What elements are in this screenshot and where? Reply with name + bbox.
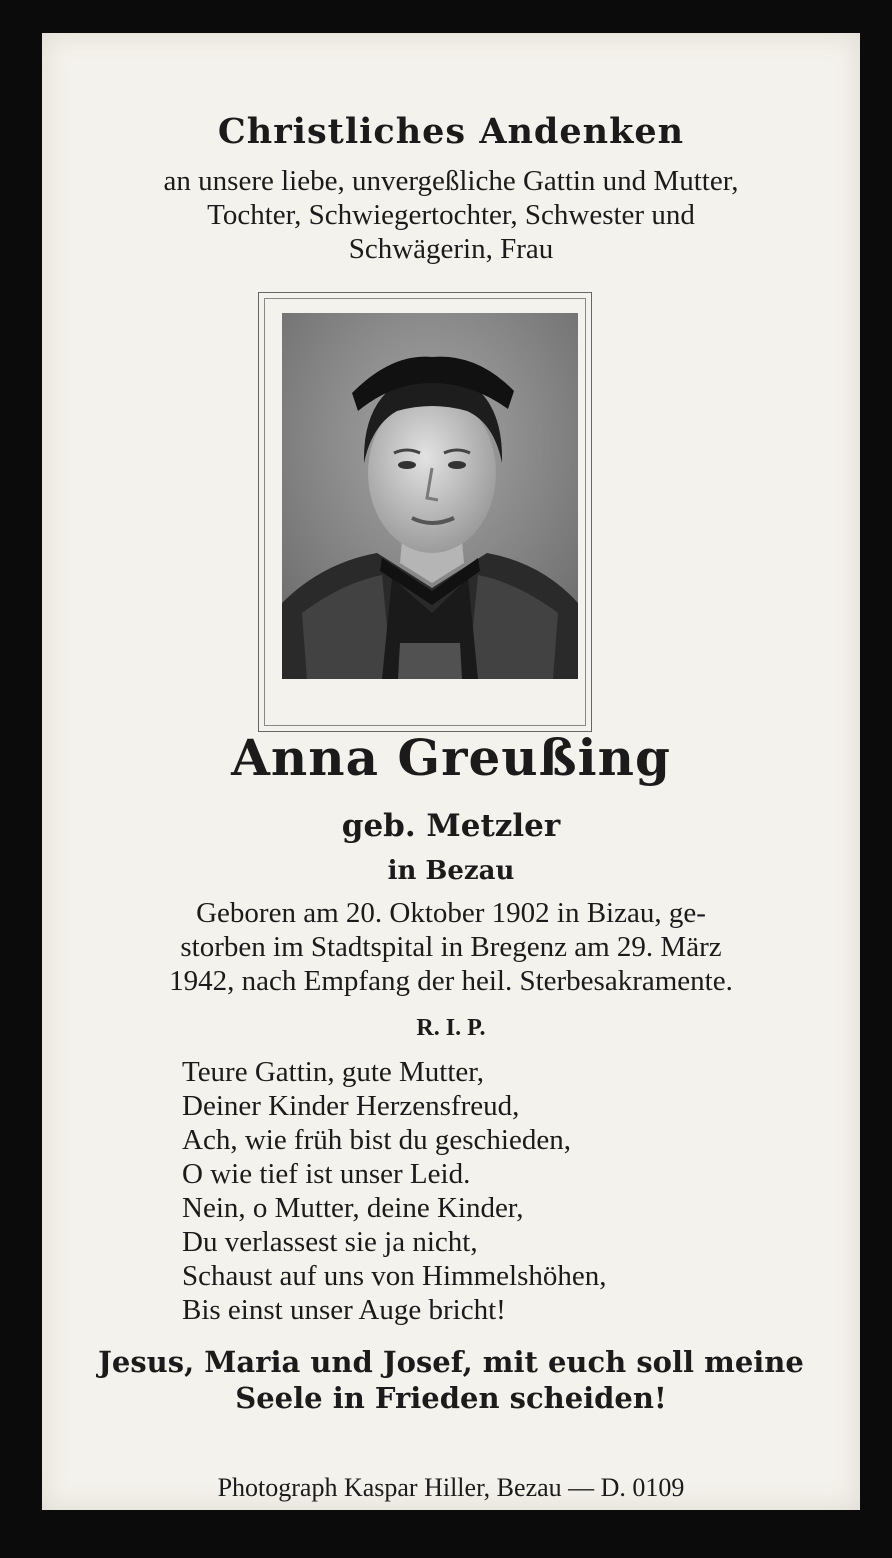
bio-line-1: Geboren am 20. Oktober 1902 in Bizau, ge- [196,897,706,929]
poem-line: Bis einst unser Auge bricht! [182,1294,506,1326]
portrait-photo [282,313,578,679]
memorial-card [42,33,860,1510]
poem [182,1055,742,1327]
poem-line: Schaust auf uns von Himmelshöhen, [182,1260,607,1292]
birth-name: geb. Metzler [341,808,561,844]
poem-line: O wie tief ist unser Leid. [182,1158,471,1190]
poem-line: Teure Gattin, gute Mutter, [182,1056,485,1088]
intro-line-3: Schwägerin, Frau [348,233,554,265]
prayer-line-2: Seele in Frieden scheiden! [235,1381,667,1415]
rip-text: R. I. P. [416,1015,486,1041]
poem-line: Deiner Kinder Herzensfreud, [182,1090,520,1122]
photographer-credit: Photograph Kaspar Hiller, Bezau — D. 0109 [217,1473,685,1502]
intro-line-1: an unsere liebe, unvergeßliche Gattin und Mutter, [163,165,739,197]
deceased-name: Anna Greußing [231,728,671,787]
portrait-icon [282,313,578,679]
bio-line-3: 1942, nach Empfang der heil. Sterbesakramente. [169,965,733,997]
card-heading: Christliches Andenken [217,111,685,152]
poem-line: Ach, wie früh bist du geschieden, [182,1124,571,1156]
prayer-line-1: Jesus, Maria und Josef, mit euch soll meine [98,1345,804,1379]
residence: in Bezau [387,856,515,886]
poem-line: Du verlassest sie ja nicht, [182,1226,478,1258]
intro-line-2: Tochter, Schwiegertochter, Schwester und [207,199,695,231]
bio-line-2: storben im Stadtspital in Bregenz am 29. März [180,931,722,963]
poem-line: Nein, o Mutter, deine Kinder, [182,1192,524,1224]
